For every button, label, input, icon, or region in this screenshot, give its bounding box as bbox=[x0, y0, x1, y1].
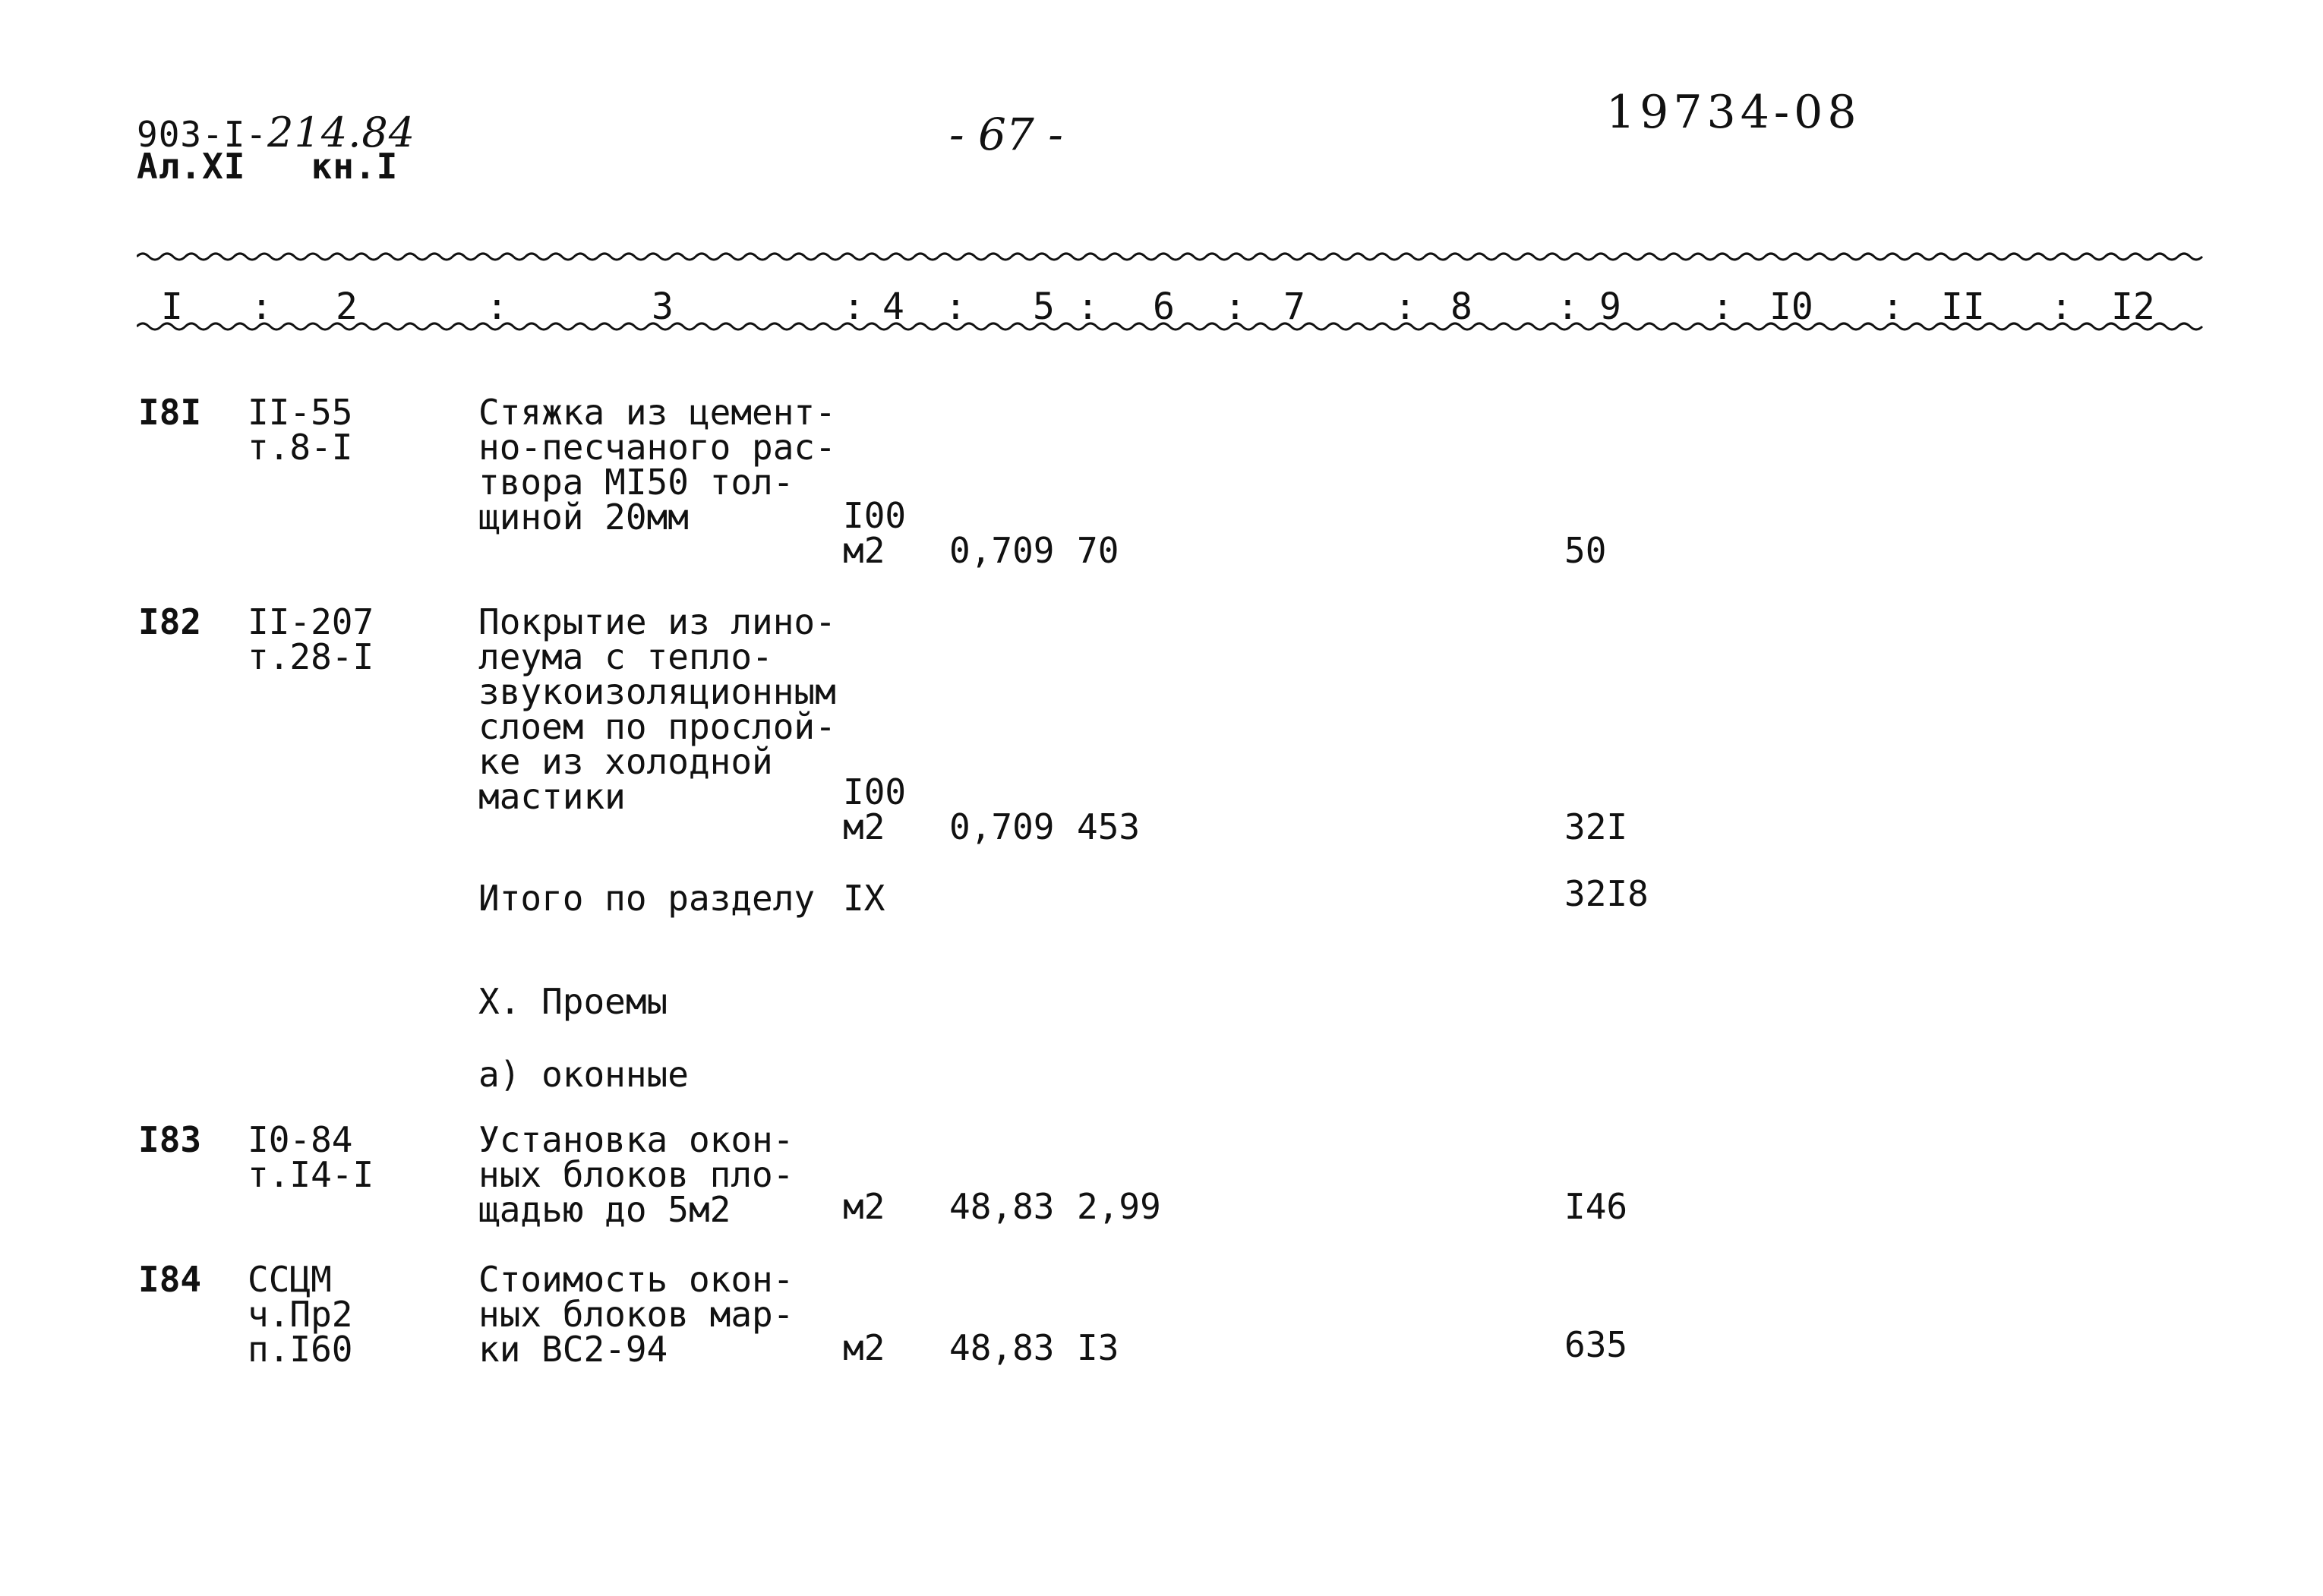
column-number: 5 bbox=[1033, 285, 1055, 328]
row-number: I83 bbox=[138, 1119, 202, 1160]
column-number: 7 bbox=[1283, 285, 1305, 328]
rate-code-line: ч.Пр2 bbox=[248, 1294, 353, 1335]
description-line: слоем по прослой- bbox=[478, 706, 836, 747]
rate-code-line: п.I60 bbox=[248, 1329, 353, 1370]
column-separator: : bbox=[945, 285, 967, 328]
header-top-rule bbox=[137, 248, 2210, 266]
row-number: I84 bbox=[138, 1259, 202, 1300]
section-title: Х. Проемы bbox=[478, 981, 668, 1022]
column-number: 4 bbox=[882, 285, 904, 328]
rate-code-line: т.28-I bbox=[248, 636, 374, 677]
column-number: 6 bbox=[1153, 285, 1175, 328]
column-separator: : bbox=[251, 285, 273, 328]
document-code-printed: 903-I- bbox=[137, 114, 268, 155]
total-value: 635 bbox=[1564, 1324, 1628, 1365]
total-value: 32I bbox=[1564, 806, 1628, 847]
row-number: I8I bbox=[138, 392, 202, 433]
description-line: но-песчаного рас- bbox=[478, 427, 836, 468]
unit-line: м2 bbox=[843, 530, 885, 571]
description-line: Стяжка из цемент- bbox=[478, 392, 836, 433]
rate-code-line: т.I4-I bbox=[248, 1154, 374, 1195]
column-separator: : bbox=[486, 285, 508, 328]
document-code-handwritten: 214.84 bbox=[267, 109, 416, 156]
column-separator: : bbox=[1224, 285, 1246, 328]
column-number: I2 bbox=[2111, 285, 2155, 328]
column-separator: : bbox=[1077, 285, 1099, 328]
album-label: Ал.XI bbox=[137, 146, 246, 187]
unit-line: I00 bbox=[843, 495, 907, 536]
rate-code-line: ССЦМ bbox=[248, 1259, 332, 1300]
row-number: I82 bbox=[138, 601, 202, 642]
column-number: II bbox=[1941, 285, 1985, 328]
total-value: I46 bbox=[1564, 1186, 1628, 1227]
subtotal-section: IX bbox=[843, 878, 885, 919]
description-line: ке из холодной bbox=[478, 741, 773, 782]
rate-code-line: I0-84 bbox=[248, 1119, 353, 1160]
book-label: кн.I bbox=[311, 146, 399, 187]
subtotal-label: Итого по разделу bbox=[478, 878, 816, 919]
archive-number: 19734-08 bbox=[1606, 86, 1861, 139]
unit-price-value: 70 bbox=[1077, 530, 1119, 571]
rate-code-line: II-55 bbox=[248, 392, 353, 433]
unit-line: I00 bbox=[843, 771, 907, 812]
description-line: мастики bbox=[478, 776, 626, 817]
subtotal-total: 32I8 bbox=[1564, 873, 1649, 914]
unit-line: м2 bbox=[843, 1327, 885, 1368]
description-line: ки ВС2-94 bbox=[478, 1329, 668, 1370]
description-line: щиной 20мм bbox=[478, 497, 689, 538]
column-separator: : bbox=[1882, 285, 1904, 328]
rate-code-line: II-207 bbox=[248, 601, 374, 642]
unit-price-value: 453 bbox=[1077, 806, 1141, 847]
unit-price-value: 2,99 bbox=[1077, 1186, 1161, 1227]
quantity-value: 48,83 bbox=[949, 1327, 1055, 1368]
description-line: щадью до 5м2 bbox=[478, 1189, 731, 1230]
unit-price-value: I3 bbox=[1077, 1327, 1119, 1368]
column-number: 8 bbox=[1450, 285, 1472, 328]
unit-line: м2 bbox=[843, 806, 885, 847]
column-number: I bbox=[161, 285, 183, 328]
column-number: I0 bbox=[1769, 285, 1813, 328]
description-line: Стоимость окон- bbox=[478, 1259, 794, 1300]
column-number: 2 bbox=[336, 285, 358, 328]
description-line: леума с тепло- bbox=[478, 636, 773, 677]
column-separator: : bbox=[843, 285, 865, 328]
album-book bbox=[137, 146, 399, 187]
column-number: 9 bbox=[1599, 285, 1621, 328]
column-separator: : bbox=[2050, 285, 2072, 328]
description-line: ных блоков пло- bbox=[478, 1154, 794, 1195]
quantity-value: 48,83 bbox=[949, 1186, 1055, 1227]
description-line: ных блоков мар- bbox=[478, 1294, 794, 1335]
total-value: 50 bbox=[1564, 530, 1607, 571]
column-number: 3 bbox=[652, 285, 674, 328]
column-separator: : bbox=[1557, 285, 1579, 328]
unit-line: м2 bbox=[843, 1186, 885, 1227]
section-subtitle: а) оконные bbox=[478, 1054, 689, 1095]
description-line: Установка окон- bbox=[478, 1119, 794, 1160]
quantity-value: 0,709 bbox=[949, 806, 1055, 847]
column-separator: : bbox=[1394, 285, 1416, 328]
rate-code-line: т.8-I bbox=[248, 427, 353, 468]
description-line: звукоизоляционным bbox=[478, 671, 836, 712]
description-line: твора МI50 тол- bbox=[478, 462, 794, 503]
page-number: - 67 - bbox=[949, 109, 1063, 160]
description-line: Покрытие из лино- bbox=[478, 601, 836, 642]
quantity-value: 0,709 bbox=[949, 530, 1055, 571]
column-separator: : bbox=[1712, 285, 1734, 328]
